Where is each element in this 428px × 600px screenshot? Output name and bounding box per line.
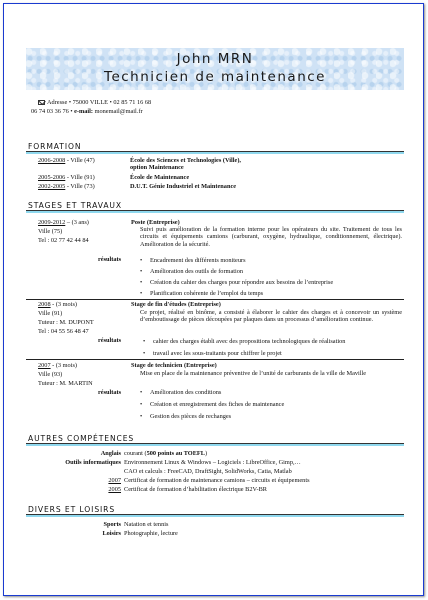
contact-address-line <box>38 99 151 106</box>
stage-city: Ville (93) <box>38 371 63 378</box>
stage-title: Stage de technicien (Entreprise) <box>131 362 217 369</box>
section-divider <box>26 210 404 213</box>
section-title: FORMATION <box>28 142 82 151</box>
skill-label-anglais: Anglais <box>100 450 121 457</box>
contact-phone-line <box>31 108 143 115</box>
stage-title: Poste (Entreprise) <box>131 219 180 226</box>
envelope-icon <box>38 100 45 105</box>
cert-text: Certificat de formation d’habilitation électrique B2V-BR <box>124 486 267 493</box>
section-divers <box>26 505 404 516</box>
email-label: e-mail: <box>74 108 94 115</box>
stage-results-label: résultats <box>98 337 122 344</box>
section-divider <box>26 443 404 446</box>
stage-tutor: Tuteur : M. DUPONT <box>38 319 94 326</box>
stage-dates: 2009-2012 – (3 ans) <box>38 219 89 226</box>
section-title: AUTRES COMPÉTENCES <box>28 434 135 443</box>
divers-label-loisirs: Loisirs <box>102 530 121 537</box>
stage-bullet: • Amélioration des outils de formation <box>150 268 243 275</box>
contact-address: Adresse • 75000 VILLE • 02 85 71 16 68 <box>47 99 152 106</box>
job-title: Technicien de maintenance <box>104 69 326 85</box>
stage-bullet: • Amélioration des conditions <box>150 389 221 396</box>
section-competences <box>26 434 404 445</box>
stage-description: Mise en place de la maintenance préventive de l’unité de carburants de la ville de Maville <box>140 370 367 377</box>
stage-bullet: • travail avec les sous-traitants pour chiffrer le projet <box>153 350 282 357</box>
section-title: DIVERS ET LOISIRS <box>28 505 116 514</box>
section-stages <box>26 201 404 212</box>
stage-results-label: résultats <box>98 389 122 396</box>
formation-item-school: D.U.T. Génie Industriel et Maintenance <box>130 183 237 190</box>
formation-item-dates: 2002-2005 - Ville (73) <box>38 183 95 190</box>
stage-description: Suivi puis amélioration de la formation interne pour les opérateurs du site. Traitement de tous les circuits et équipements camions (carburant, oxygène, hydraulique, conditionnement, électrique). Amélioration de la sécurité. <box>140 226 402 248</box>
stage-dates: 2007 - (3 mois) <box>38 362 78 369</box>
stage-city: Ville (75) <box>38 228 63 235</box>
stage-bullet: • Création et enregistrement des fiches de maintenance <box>150 401 284 408</box>
section-title: STAGES ET TRAVAUX <box>28 201 122 210</box>
cert-year: 2007 <box>108 477 121 484</box>
skill-label-outils: Outils informatiques <box>65 459 121 466</box>
stage-bullet: • Planification cohérente de l’emploi du temps <box>150 290 263 297</box>
contact-email[interactable]: monemail@mail.fr <box>94 108 143 115</box>
formation-item-dates: 2006-2008 - Ville (47) <box>38 157 95 164</box>
stage-description: Ce projet, réalisé en binôme, a consisté à élaborer le cahier des charges et à concevoir un système d’emboutissage de pièces découpées par plaques dans un processus d’amélioration continue. <box>140 309 402 324</box>
formation-item-school: École des Sciences et Technologies (Ville), <box>130 157 241 164</box>
candidate-name: John MRN <box>176 51 254 67</box>
stage-dates: 2008 - (3 mois) <box>38 301 78 308</box>
divers-value-loisirs: Photographie, lecture <box>124 530 178 537</box>
stage-bullet: • Encadrement des différents moniteurs <box>150 257 246 264</box>
skill-value-anglais: courant (500 points au TOEFL) <box>124 450 208 457</box>
stage-bullet: • Gestion des pièces de rechanges <box>150 413 231 420</box>
stage-phone: Tel : 02 77 42 44 84 <box>38 237 89 244</box>
section-divider <box>26 151 404 154</box>
skill-value-outils: Environnement Linux & Windows – Logiciels : LibreOffice, Gimp,… <box>124 459 301 466</box>
formation-item-option: option Maintenance <box>130 164 184 171</box>
stage-separator <box>26 359 404 360</box>
stage-city: Ville (91) <box>38 310 63 317</box>
formation-item-school: École de Maintenance <box>130 174 190 181</box>
cert-year: 2005 <box>108 486 121 493</box>
formation-item-dates: 2005-2006 - Ville (91) <box>38 174 95 181</box>
divers-label-sports: Sports <box>103 521 121 528</box>
stage-separator <box>26 299 404 300</box>
stage-title: Stage de fin d'études (Entreprise) <box>131 301 221 308</box>
stage-bullet: • cahier des charges établi avec des propositions technologiques de réalisation <box>153 338 345 345</box>
section-divider <box>26 514 404 517</box>
skill-value-cao: CAO et calculs : FreeCAD, DraftSight, SolidWorks, Catia, Matlab <box>124 468 292 475</box>
contact-phone: 06 74 03 36 76 • <box>31 108 73 115</box>
divers-value-sports: Natation et tennis <box>124 521 169 528</box>
section-formation <box>26 142 404 153</box>
cert-text: Certificat de formation de maintenance camions – circuits et équipements <box>124 477 310 484</box>
stage-bullet: • Création du cahier des charges pour répondre aux besoins de l’entreprise <box>150 279 333 286</box>
stage-results-label: résultats <box>98 256 122 263</box>
header-banner <box>26 48 404 90</box>
stage-phone: Tel : 04 55 56 48 47 <box>38 328 89 335</box>
stage-tutor: Tuteur : M. MARTIN <box>38 380 93 387</box>
